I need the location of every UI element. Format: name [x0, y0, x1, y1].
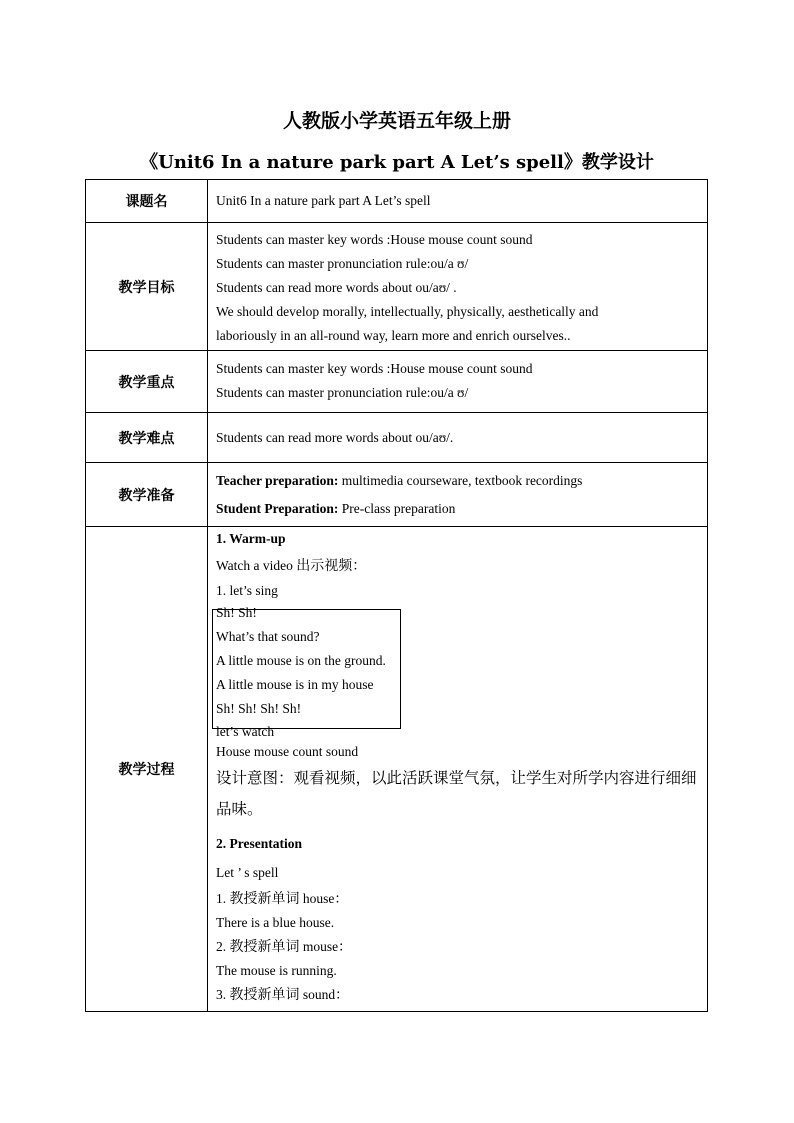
- table-row: [86, 527, 708, 1012]
- new-word-mouse: 2. 教授新单词 mouse：: [216, 939, 352, 955]
- table-row: [86, 351, 708, 413]
- song-line: What’s that sound?: [216, 629, 320, 644]
- topic-text: Unit6 In a nature park part A Let’s spell: [216, 193, 431, 208]
- objective-line: Students can master key words :House mouse count sound: [216, 232, 533, 247]
- objective-line: laboriously in an all-round way, learn more and enrich ourselves..: [216, 328, 571, 343]
- row-label-difficulties: 教学难点: [86, 413, 208, 463]
- new-word-sound: 3. 教授新单词 sound：: [216, 987, 349, 1003]
- difficulty-line: Students can read more words about ou/aʊ/.: [216, 429, 454, 445]
- objective-line: Students can master pronunciation rule:ou/a ʊ/: [216, 256, 469, 271]
- table-row: [86, 180, 708, 223]
- song-line: A little mouse is in my house: [216, 677, 374, 692]
- section-presentation: 2. Presentation: [216, 836, 302, 851]
- watch-video-line: Watch a video 出示视频：: [216, 558, 367, 574]
- table-row: [86, 223, 708, 351]
- objective-line: We should develop morally, intellectually, physically, aesthetically and: [216, 304, 599, 319]
- lesson-plan-table: [85, 179, 708, 1012]
- key-point-line: Students can master pronunciation rule:ou/a ʊ/: [216, 385, 469, 400]
- lets-watch: let’s watch: [216, 724, 275, 739]
- section-warm-up: 1. Warm-up: [216, 531, 286, 546]
- lets-spell: Let ’ s spell: [216, 865, 279, 880]
- table-row: [86, 413, 708, 463]
- row-label-key-points: 教学重点: [86, 351, 208, 413]
- row-label-preparation: 教学准备: [86, 463, 208, 527]
- row-label-objectives: 教学目标: [86, 223, 208, 351]
- document-subtitle: 《Unit6 In a nature park part A Let’s spell》教学设计: [140, 152, 654, 173]
- teacher-preparation: Teacher preparation: multimedia courseware, textbook recordings: [216, 473, 583, 488]
- document-title: 人教版小学英语五年级上册: [282, 110, 511, 132]
- song-line: Sh! Sh! Sh! Sh!: [216, 701, 302, 716]
- key-point-line: Students can master key words :House mouse count sound: [216, 361, 533, 376]
- sing-item: 1. let’s sing: [216, 583, 278, 598]
- design-intent: 设计意图：观看视频，以此活跃课堂气氛，让学生对所学内容进行细细品味。: [216, 769, 697, 818]
- example-sentence: There is a blue house.: [216, 915, 335, 930]
- row-label-topic: 课题名: [86, 180, 208, 223]
- song-line: Sh! Sh!: [216, 605, 257, 620]
- table-row: [86, 463, 708, 527]
- student-preparation: Student Preparation: Pre-class preparation: [216, 501, 456, 516]
- song-line: A little mouse is on the ground.: [216, 653, 386, 668]
- example-sentence: The mouse is running.: [216, 963, 337, 978]
- song-lyrics-box: [212, 609, 401, 729]
- new-word-house: 1. 教授新单词 house：: [216, 891, 348, 907]
- objective-line: Students can read more words about ou/aʊ/ .: [216, 280, 457, 295]
- key-words: House mouse count sound: [216, 744, 359, 759]
- row-label-process: 教学过程: [86, 527, 208, 1012]
